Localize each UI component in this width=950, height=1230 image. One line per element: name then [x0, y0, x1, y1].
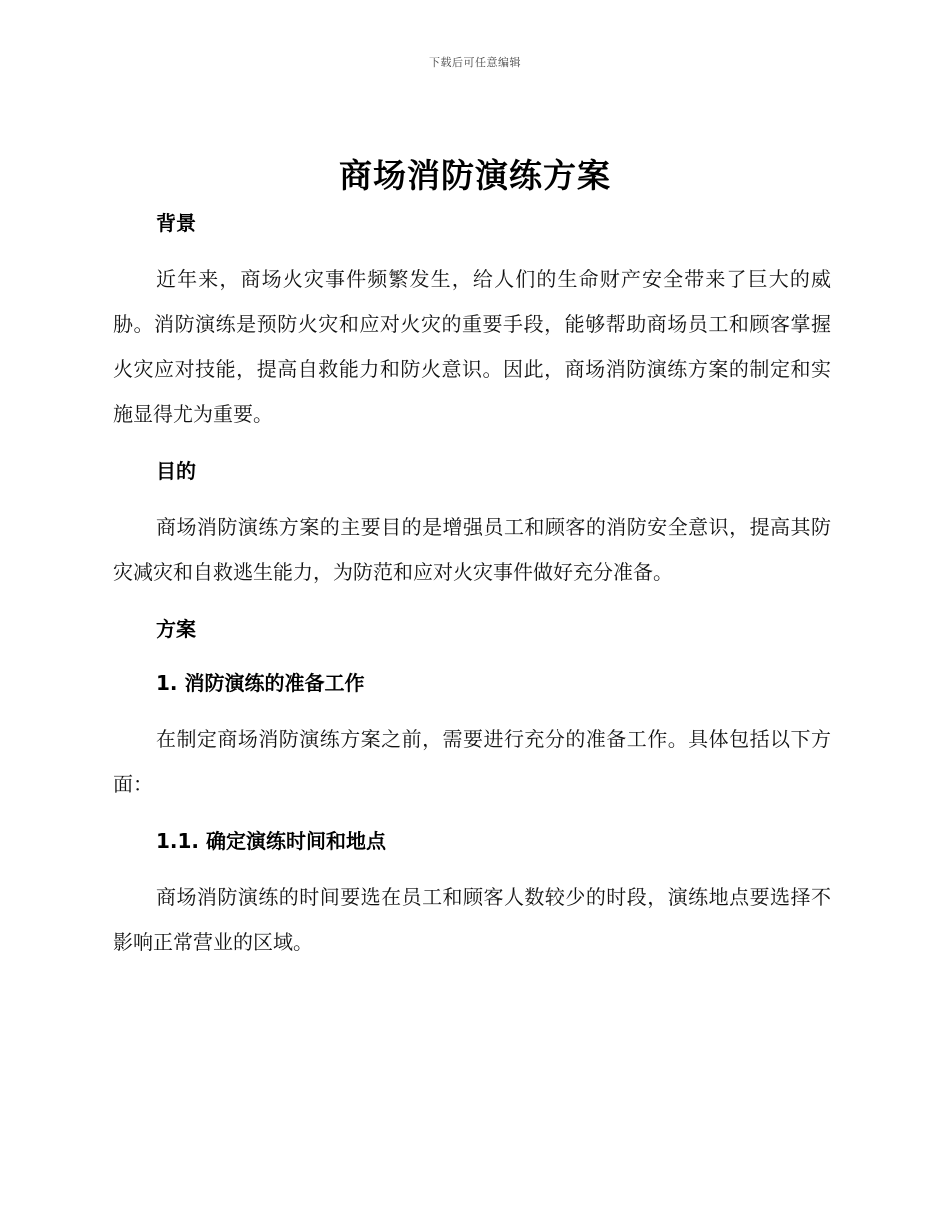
document-body	[113, 203, 831, 965]
page-header-note: 下载后可任意编辑	[429, 56, 521, 69]
section-heading-background: 背景	[156, 211, 196, 235]
document-title: 商场消防演练方案	[339, 156, 611, 195]
section-heading-purpose: 目的	[156, 459, 196, 483]
section-text-time-place: 商场消防演练的时间要选在员工和顾客人数较少的时段，演练地点要选择不影响正常营业的区域。	[113, 885, 831, 954]
section-heading-plan: 方案	[156, 617, 196, 641]
section-text-background: 近年来，商场火灾事件频繁发生，给人们的生命财产安全带来了巨大的威胁。消防演练是预防火灾和应对火灾的重要手段，能够帮助商场员工和顾客掌握火灾应对技能，提高自救能力和防火意识。因此，商场消防演练方案的制定和实施显得尤为重要。	[113, 267, 831, 426]
section-text-purpose: 商场消防演练方案的主要目的是增强员工和顾客的消防安全意识，提高其防灾减灾和自救逃生能力，为防范和应对火灾事件做好充分准备。	[113, 515, 831, 584]
section-heading-time-place: 1.1. 确定演练时间和地点	[156, 829, 386, 853]
section-text-prep: 在制定商场消防演练方案之前，需要进行充分的准备工作。具体包括以下方面：	[113, 727, 831, 796]
section-heading-prep: 1. 消防演练的准备工作	[156, 671, 365, 695]
